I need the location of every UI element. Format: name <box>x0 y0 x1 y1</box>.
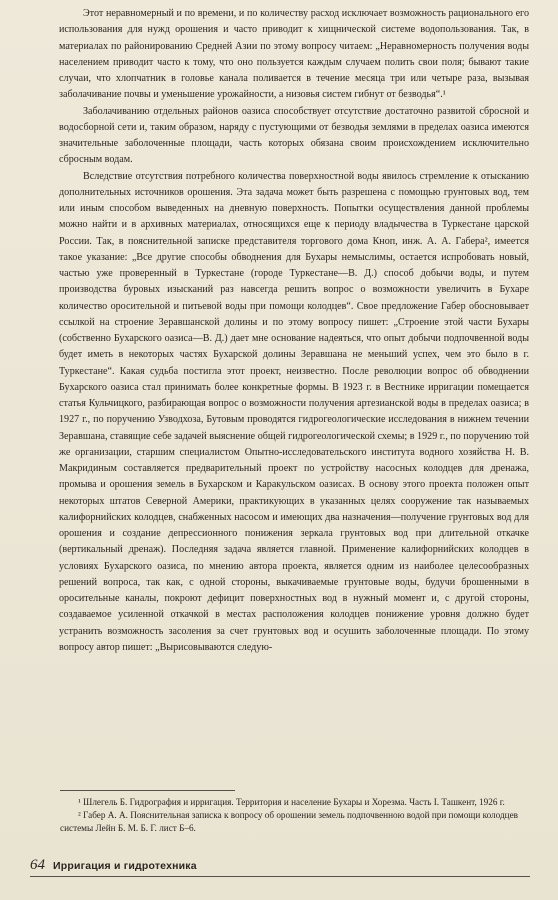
footnotes <box>60 790 530 835</box>
footer-divider <box>30 876 530 877</box>
page-number: 64 <box>30 857 45 873</box>
paragraph: Заболачиванию отдельных районов оазиса способствует отсутствие достаточно развитой сбросной и водосборной сети и, таким образом, наряду с пустующими от безводья землями в пределах оазиса имеются значительные заболоченные площади, часть которых обязана своим происхождением исключительно сбросным водам. <box>59 105 529 166</box>
footnote-divider <box>60 790 235 791</box>
paragraph: Этот неравномерный и по времени, и по количеству расход исключает возможность рационального его использования для нужд орошения и часто приводит к хищнической системе водопользования. Так, в материалах по районированию Средней Азии по этому вопросу читаем: „Неравномерность получения воды населением приводит часто к тому, что оно пользуется каждым случаем полить свои поля; бывают такие случаи, что хлопчатник в головье канала поливается в течение месяца три или четыре раза, вызывая заболачивание почвы и уменьшение урожайности, а низовья систем гибнут от безводья“.¹ <box>59 8 529 101</box>
page-footer <box>30 857 530 875</box>
running-title: Ирригация и гидротехника <box>53 860 197 872</box>
paragraph: Вследствие отсутствия потребного количества поверхностной воды явилось стремление к отысканию дополнительных источников орошения. Эта задача может быть разрешена с помощью грунтовых вод, тем или иным способом выведенных на дневную поверхность. Попытки осуществления данной проблемы можно найти и в архивных материалах, относящихся еще к периоду владычества в Туркестане царской России. Так, в пояснительной записке представителя торгового дома Кноп, инж. А. А. Габера², имеется такое указание: „Все другие способы обводнения для Бухары немыслимы, остается испробовать новый, частью уже проверенный в Туркестане (городе Туркестане—В. Д.) способ добычи воды, и путем производства буровых изысканий раз навсегда решить вопрос о возможности увеличить в Бухаре количество оросительной и питьевой воды при помощи колодцев“. Свое предложение Габер обосновывает ссылкой на строение Зеравшанской долины и по этому вопросу пишет: „Строение этой части Бухары (собственно Бухарского оазиса—В. Д.) дает мне основание надеяться, что опыт добычи подпочвенной воды будет иметь в некоторых частях Бухарской долины Зеравшана не меньший успех, чем это было в г. Туркестане“. Какая судьба постигла этот проект, неизвестно. После революции вопрос об обводнении Бухарского оазиса стал принимать более конкретные формы. В 1923 г. в Вестнике ирригации помещается статья Кульчицкого, разбирающая вопрос о возможности получения артезианской воды в пределах оазиса; в 1927 г., по поручению Узводхоза, Бутовым проводятся гидрогеологические исследования в нижнем течении Зеравшана, ставящие себе задачей выяснение общей гидрогеологической схемы; в 1929 г., по поручению той же организации, старшим специалистом Опытно-исследовательского института водного хозяйства Н. В. Макридиным составляется предварительный проект по устройству насосных колодцев для дренажа, промыва и орошения земель в Бухарском и Каракульском оазисах. В основу этого проекта положен опыт некоторых штатов Северной Америки, практикующих в указанных целях сооружение так называемых калифорнийских колодцев, снабженных насосом и имеющих два назначения—получение грунтовых вод для орошения и создание депрессионного понижения зеркала грунтовых вод при длительной откачке (вертикальный дренаж). Последняя задача является главной. Применение калифорнийских колодцев в условиях Бухарского оазиса, по мнению автора проекта, является одним из наиболее целесообразных решений вопроса, так как, с одной стороны, выкачиваемые грунтовые воды, будучи брошенными в оросительные каналы, покроют дефицит поверхностных вод в нужный момент и, с другой стороны, создаваемое усиленной откачкой в местах расположения колодцев понижение уровня должно будет устранить возможность засоления за счет грунтовых вод и осушить заболоченные площади. По этому вопросу автор пишет: „Вырисовываются следую- <box>59 170 529 653</box>
main-text <box>59 6 529 656</box>
footnote: ² Габер А. А. Пояснительная записка к вопросу об орошении земель подпочвенною водой при помощи колодцев системы Лейн Б. М. Б. Г. лист Б–6. <box>60 810 518 833</box>
footnote: ¹ Шлегель Б. Гидрография и ирригация. Территория и население Бухары и Хорезма. Часть I. Ташкент, 1926 г. <box>78 797 505 807</box>
